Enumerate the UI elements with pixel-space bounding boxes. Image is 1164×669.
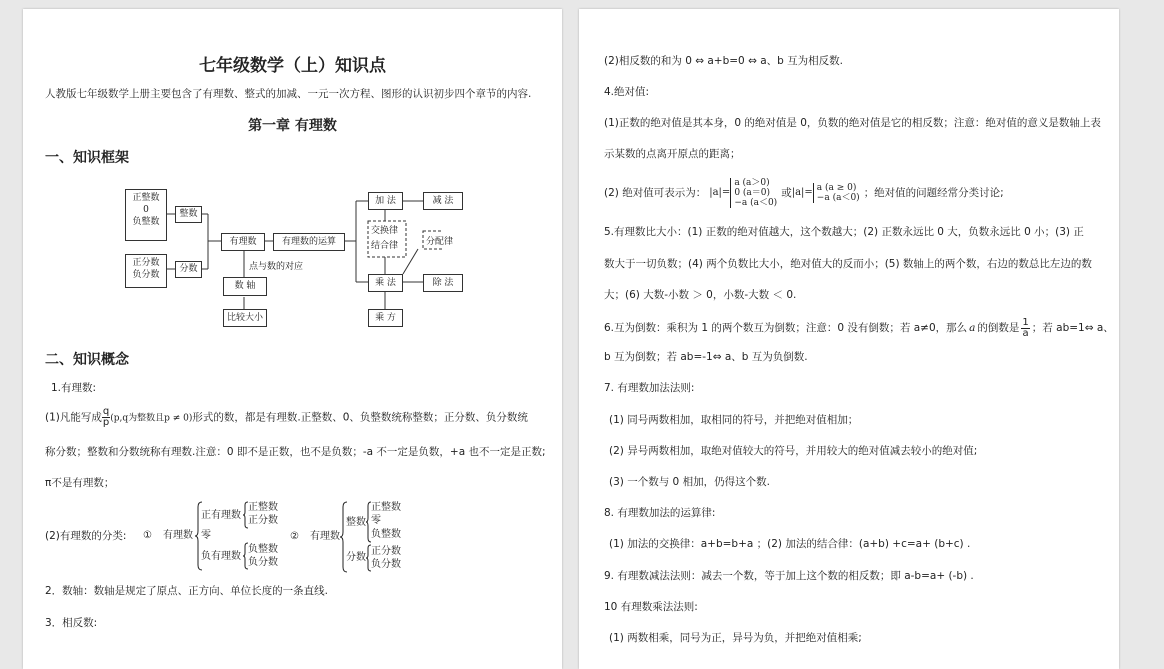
classification-label: (2)有理数的分类:: [45, 530, 127, 542]
reciprocal-text-a: 6.互为倒数：乘积为 1 的两个数互为倒数；注意：0 没有倒数；若 a≠0，那么: [604, 322, 968, 334]
c2-marker: ②: [290, 531, 299, 542]
classification-one: [143, 501, 283, 571]
label-neg-int: 负整数: [132, 217, 160, 227]
reciprocal-line2: b 互为倒数；若 ab=-1⇔ a、b 互为负倒数.: [604, 351, 808, 363]
abs1-row3: −a (a＜0): [734, 198, 778, 208]
item-number-axis: 2．数轴：数轴是规定了原点、正方向、单位长度的一条直线.: [45, 585, 329, 597]
abs-a-equals-2: |a|=: [791, 187, 813, 198]
multiplication-rule-heading: 10 有理数乘法法则:: [604, 601, 698, 613]
compare-line2: 数大于一切负数；(4) 两个负数比大小，绝对值大的反而小；(5) 数轴上的两个数，右边的数总比左边的数: [604, 258, 1092, 270]
label-zero: 0: [143, 205, 149, 215]
c1-root: 有理数: [163, 530, 193, 541]
abs1-row2: 0 (a＝0): [734, 188, 771, 198]
abs-line1: (1)正数的绝对值是其本身，0 的绝对值是 0，负数的绝对值是它的相反数；注意：绝对值的意义是数轴上表: [604, 117, 1101, 129]
item-rational: 1.有理数:: [51, 382, 97, 394]
label-neg-frac: 负分数: [132, 270, 160, 280]
distributive-label: 分配律: [426, 237, 454, 247]
abs-cases-1: [730, 178, 777, 208]
division-box: 除 法: [423, 274, 463, 292]
power-box: 乘 方: [368, 309, 403, 327]
reciprocal-numerator: 1: [1022, 316, 1029, 328]
page-title: 七年级数学（上）知识点: [199, 56, 386, 76]
abs-formula-prefix: (2) 绝对值可表示为：: [604, 187, 707, 199]
abs-a-equals-1: |a|=: [709, 187, 731, 198]
reciprocal-denominator: a: [1022, 327, 1029, 339]
reciprocal-fraction: [1021, 318, 1029, 339]
abs2-row1: a (a ≥ 0): [816, 183, 857, 193]
c2-root: 有理数: [310, 531, 340, 542]
c1-pos: 正有理数: [201, 510, 241, 521]
c1-pos-frac: 正分数: [248, 515, 278, 526]
fraction-group-box: [125, 254, 167, 288]
rational-box: 有理数: [221, 233, 265, 251]
addition-rule-2: (2) 异号两数相加，取绝对值较大的符号，并用较大的绝对值减去较小的绝对值;: [609, 445, 978, 457]
abs-heading: 4.绝对值:: [604, 86, 650, 98]
c2-pos-int: 正整数: [371, 502, 401, 513]
addition-rule-3: (3) 一个数与 0 相加，仍得这个数.: [609, 476, 770, 488]
addition-box: 加 法: [368, 192, 403, 210]
document-page-left: [23, 9, 562, 669]
def-condition: (p,q为整数且p ≠ 0): [110, 413, 193, 424]
c2-pos-frac: 正分数: [371, 546, 401, 557]
c2-neg-int: 负整数: [371, 529, 401, 540]
c1-zero: 零: [201, 530, 211, 541]
knowledge-framework-diagram: [123, 179, 454, 329]
commutative-label: 交换律: [371, 226, 399, 236]
c1-neg-frac: 负分数: [248, 557, 278, 568]
intro-text: 人教版七年级数学上册主要包含了有理数、整式的加减、一元一次方程、图形的认识初步四个章节的内容.: [45, 88, 532, 100]
rational-definition-line2: 称分数；整数和分数统称有理数.注意：0 即不是正数，也不是负数；-a 不一定是负数，+a 也不一定是正数;: [45, 446, 546, 458]
fraction-denominator: p: [102, 417, 110, 428]
addition-rule-heading: 7. 有理数加法法则:: [604, 382, 695, 394]
def-prefix: (1)凡能写成: [45, 411, 102, 424]
number-axis-box: 数 轴: [223, 277, 267, 296]
section-heading-concepts: 二、知识概念: [45, 352, 129, 368]
abs-line2: 示某数的点离开原点的距离；: [604, 148, 741, 160]
classification-two: [290, 501, 420, 576]
section-heading-framework: 一、知识框架: [45, 150, 129, 166]
abs-formula-suffix: ；绝对值的问题经常分类讨论;: [863, 187, 1004, 199]
fraction-box: 分数: [175, 261, 202, 278]
compare-box: 比较大小: [223, 309, 267, 327]
reciprocal-line1: [604, 314, 1114, 342]
rational-definition-line1: [45, 407, 528, 428]
abs-cases-2: [813, 183, 860, 203]
label-pos-frac: 正分数: [132, 258, 160, 268]
opposite-sum-line: (2)相反数的和为 0 ⇔ a+b=0 ⇔ a、b 互为相反数.: [604, 55, 843, 67]
c1-neg-int: 负整数: [248, 544, 278, 555]
abs-or: 或: [781, 187, 792, 199]
item-opposite: 3．相反数:: [45, 617, 98, 629]
laws-group: [371, 224, 398, 254]
c2-zero: 零: [371, 515, 381, 526]
c1-pos-int: 正整数: [248, 502, 278, 513]
c2-int: 整数: [346, 517, 366, 528]
abs-formula-line: [604, 173, 1004, 213]
addition-laws-text: (1) 加法的交换律：a+b=b+a ；(2) 加法的结合律：(a+b) +c=a+ (b+c) .: [609, 538, 971, 550]
label-pos-int: 正整数: [132, 193, 160, 203]
compare-line3: 大；(6) 大数-小数 ＞ 0，小数-大数 ＜ 0.: [604, 289, 797, 301]
def-suffix: 形式的数，都是有理数.正整数、0、负整数统称整数；正分数、负分数统: [192, 411, 528, 424]
multiplication-box: 乘 法: [368, 274, 403, 292]
c1-neg: 负有理数: [201, 551, 241, 562]
addition-laws-heading: 8. 有理数加法的运算律:: [604, 507, 716, 519]
fraction-numerator: q: [102, 406, 110, 417]
multiplication-rule-1: (1) 两数相乘，同号为正，异号为负，并把绝对值相乘;: [609, 632, 862, 644]
reciprocal-var-a: a: [969, 322, 976, 334]
associative-label: 结合律: [371, 241, 399, 251]
reciprocal-text-b: 的倒数是: [977, 322, 1020, 334]
compare-line1: 5.有理数比大小：(1) 正数的绝对值越大，这个数越大；(2) 正数永远比 0 大，负数永远比 0 小；(3) 正: [604, 226, 1084, 238]
integer-box: 整数: [175, 206, 202, 223]
c2-frac: 分数: [346, 552, 366, 563]
c1-marker: ①: [143, 530, 152, 541]
c2-neg-frac: 负分数: [371, 559, 401, 570]
document-page-right: [579, 9, 1119, 669]
fraction-q-over-p: [102, 407, 110, 428]
operation-box: 有理数的运算: [273, 233, 345, 251]
chapter-heading: 第一章 有理数: [248, 118, 337, 134]
reciprocal-text-c: ；若 ab=1⇔ a、: [1031, 322, 1114, 334]
correspondence-label: 点与数的对应: [249, 262, 304, 272]
abs2-row2: −a (a＜0): [816, 193, 860, 203]
integer-group-box: [125, 189, 167, 241]
abs1-row1: a (a＞0): [734, 178, 770, 188]
rational-definition-line3: π不是有理数；: [45, 477, 115, 489]
addition-rule-1: (1) 同号两数相加，取相同的符号，并把绝对值相加；: [609, 414, 859, 426]
subtraction-box: 减 法: [423, 192, 463, 210]
subtraction-rule: 9. 有理数减法法则：减去一个数，等于加上这个数的相反数；即 a-b=a+ (-b) .: [604, 570, 974, 582]
